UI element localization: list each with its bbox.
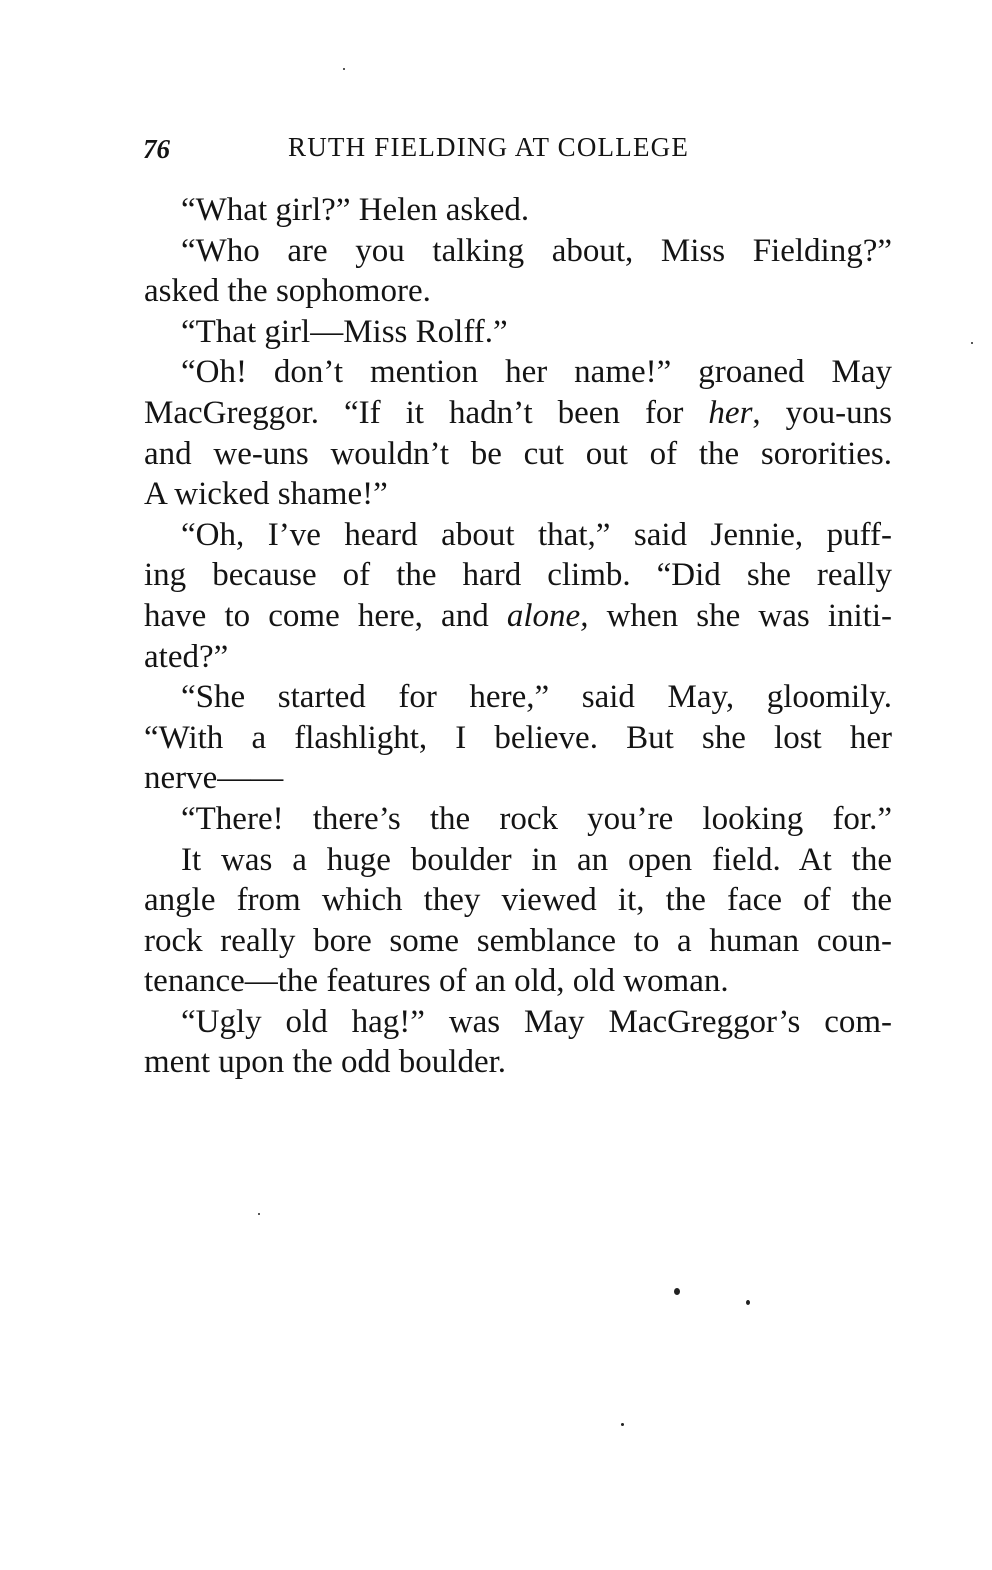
text-line: A wicked shame!” [144, 476, 388, 513]
running-header [140, 128, 750, 172]
text-line: “What girl?” Helen asked. [181, 192, 530, 228]
text-line: nerve—— [144, 760, 284, 797]
text-line: “That girl—Miss Rolff.” [181, 313, 508, 350]
text-line-with-italic [144, 596, 892, 637]
text-segment: MacGreggor. “If it hadn’t been for [144, 394, 709, 431]
text-line-with-italic [144, 393, 892, 434]
text-line: and we-uns wouldn’t be cut out of the sororities. [144, 435, 892, 472]
text-line: “There! there’s the rock you’re looking for.” [181, 800, 892, 837]
text-line: “She started for here,” said May, gloomily. [181, 679, 892, 716]
text-line: angle from which they viewed it, the face of the [144, 882, 892, 919]
text-line: “Oh! don’t mention her name!” groaned May [181, 354, 892, 391]
scan-speck [746, 1300, 750, 1305]
running-title: RUTH FIELDING AT COLLEGE [288, 132, 690, 162]
page-number: 76 [143, 134, 170, 164]
italic-emphasis: her [708, 394, 753, 431]
text-segment: have to come here, and [144, 597, 507, 634]
text-line: tenance—the features of an old, old woman. [144, 963, 729, 1000]
scan-speck [674, 1288, 680, 1295]
text-line: ment upon the odd boulder. [144, 1044, 507, 1081]
scan-speck [621, 1423, 624, 1426]
scan-speck [258, 1213, 260, 1215]
text-line: “Oh, I’ve heard about that,” said Jennie, puff- [181, 516, 892, 553]
body-text [144, 190, 892, 1083]
scan-speck [971, 342, 973, 344]
text-line: asked the sophomore. [144, 273, 431, 310]
scan-speck [343, 68, 345, 70]
text-line: “Ugly old hag!” was May MacGreggor’s com- [181, 1003, 892, 1040]
text-segment: when she was initi- [588, 597, 893, 634]
text-line: ing because of the hard climb. “Did she really [144, 557, 892, 594]
text-line: It was a huge boulder in an open field. At the [181, 841, 892, 878]
text-line: “With a flashlight, I believe. But she lost her [144, 719, 892, 756]
italic-emphasis: alone, [506, 597, 589, 634]
text-line: ated?” [144, 638, 229, 675]
text-line: “Who are you talking about, Miss Fielding?” [181, 232, 892, 269]
text-segment: , you-uns [752, 394, 892, 431]
text-line: rock really bore some semblance to a human coun- [144, 922, 892, 959]
